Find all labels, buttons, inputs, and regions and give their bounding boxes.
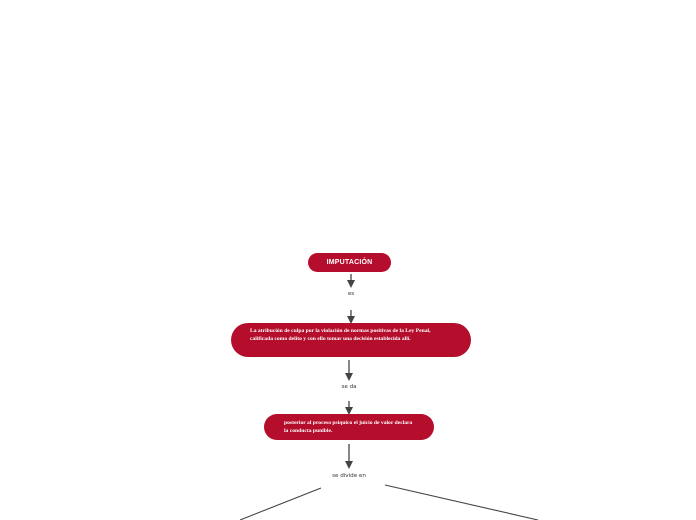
process-node-text: posterior al proceso psiquico el juicio de valor declara la conducta punible.: [284, 420, 413, 435]
definition-node[interactable]: [231, 323, 471, 357]
branch-line-right: [385, 485, 538, 520]
link-label-se-divide-en: se divide en: [332, 473, 366, 479]
root-node-label: IMPUTACIÓN: [326, 259, 373, 266]
branch-line-left: [240, 488, 321, 520]
link-label-es: es: [347, 291, 355, 297]
definition-node-text: La atribución de culpa por la violación de normas positivas de la Ley Penal, calificada como delito y con ello tomar una decisión establecida allí.: [250, 328, 431, 343]
process-node[interactable]: [264, 414, 434, 440]
link-label-se-da: se da: [341, 384, 357, 390]
root-node-imputacion[interactable]: [308, 253, 391, 272]
